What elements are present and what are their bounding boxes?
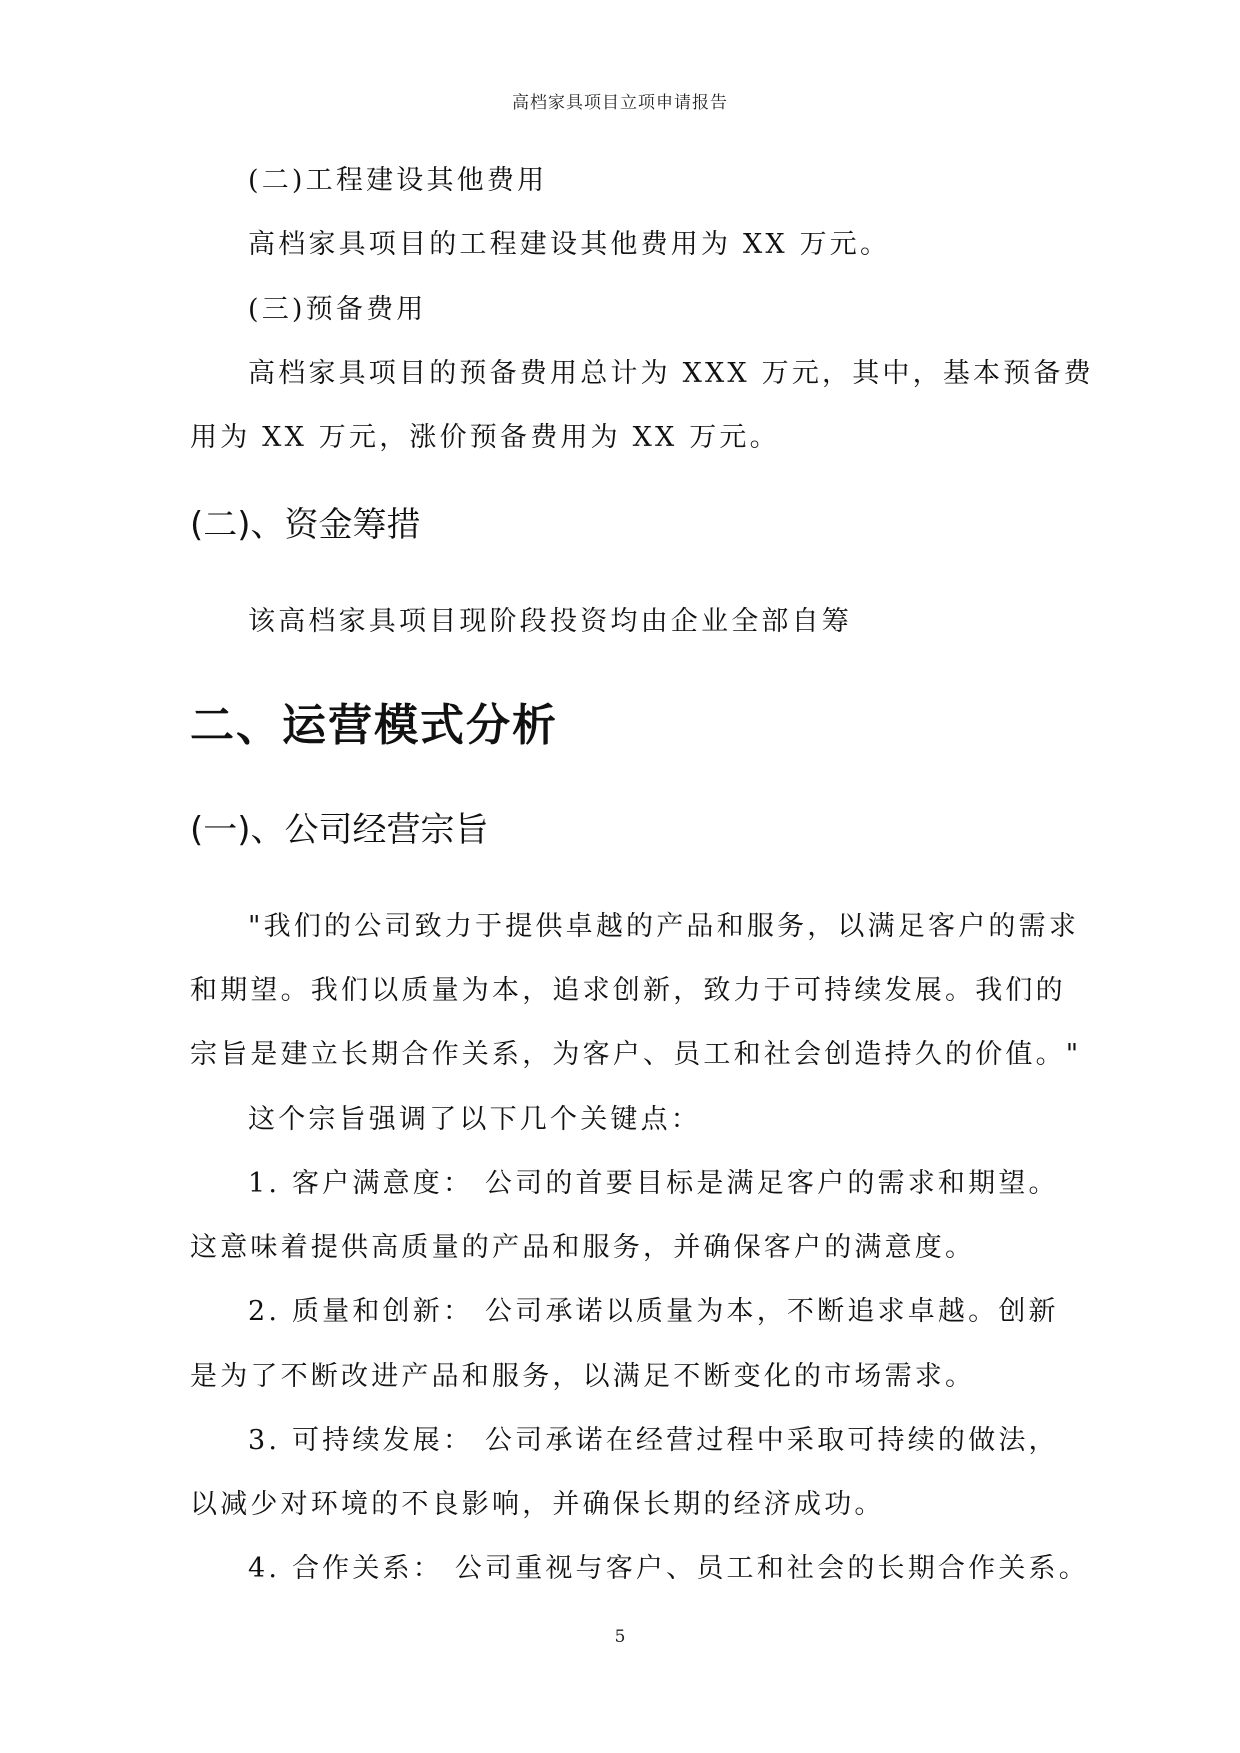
item3-title: (三)预备费用 (248, 294, 427, 325)
point2-line1: 2. 质量和创新： 公司承诺以质量为本，不断追求卓越。创新 (248, 1296, 1059, 1327)
item2-title: (二)工程建设其他费用 (248, 165, 548, 196)
page-number: 5 (614, 1627, 626, 1647)
funding-heading: (二)、资金筹措 (190, 505, 421, 545)
point3-line1: 3. 可持续发展： 公司承诺在经营过程中采取可持续的做法， (248, 1425, 1059, 1456)
point3-line2: 以减少对环境的不良影响，并确保长期的经济成功。 (190, 1489, 885, 1520)
item3-text-line2: 用为 XX 万元，涨价预备费用为 XX 万元。 (190, 422, 780, 453)
item3-text-line1: 高档家具项目的预备费用总计为 XXX 万元，其中，基本预备费 (248, 358, 1094, 389)
point1-line1: 1. 客户满意度： 公司的首要目标是满足客户的需求和期望。 (248, 1168, 1059, 1199)
funding-text: 该高档家具项目现阶段投资均由企业全部自筹 (248, 606, 852, 637)
purpose-intro: 这个宗旨强调了以下几个关键点： (248, 1104, 701, 1135)
purpose-quote-line3: 宗旨是建立长期合作关系，为客户、员工和社会创造持久的价值。" (190, 1039, 1082, 1070)
page-header-title: 高档家具项目立项申请报告 (512, 93, 728, 113)
chapter2-heading: 二、运营模式分析 (190, 700, 558, 751)
purpose-heading: (一)、公司经营宗旨 (190, 810, 489, 850)
item2-text: 高档家具项目的工程建设其他费用为 XX 万元。 (248, 229, 891, 260)
point4-line1: 4. 合作关系： 公司重视与客户、员工和社会的长期合作关系。 (248, 1553, 1089, 1584)
point1-line2: 这意味着提供高质量的产品和服务，并确保客户的满意度。 (190, 1232, 976, 1263)
purpose-quote-line1: "我们的公司致力于提供卓越的产品和服务，以满足客户的需求 (248, 911, 1080, 942)
purpose-quote-line2: 和期望。我们以质量为本，追求创新，致力于可持续发展。我们的 (190, 975, 1066, 1006)
point2-line2: 是为了不断改进产品和服务，以满足不断变化的市场需求。 (190, 1361, 976, 1392)
